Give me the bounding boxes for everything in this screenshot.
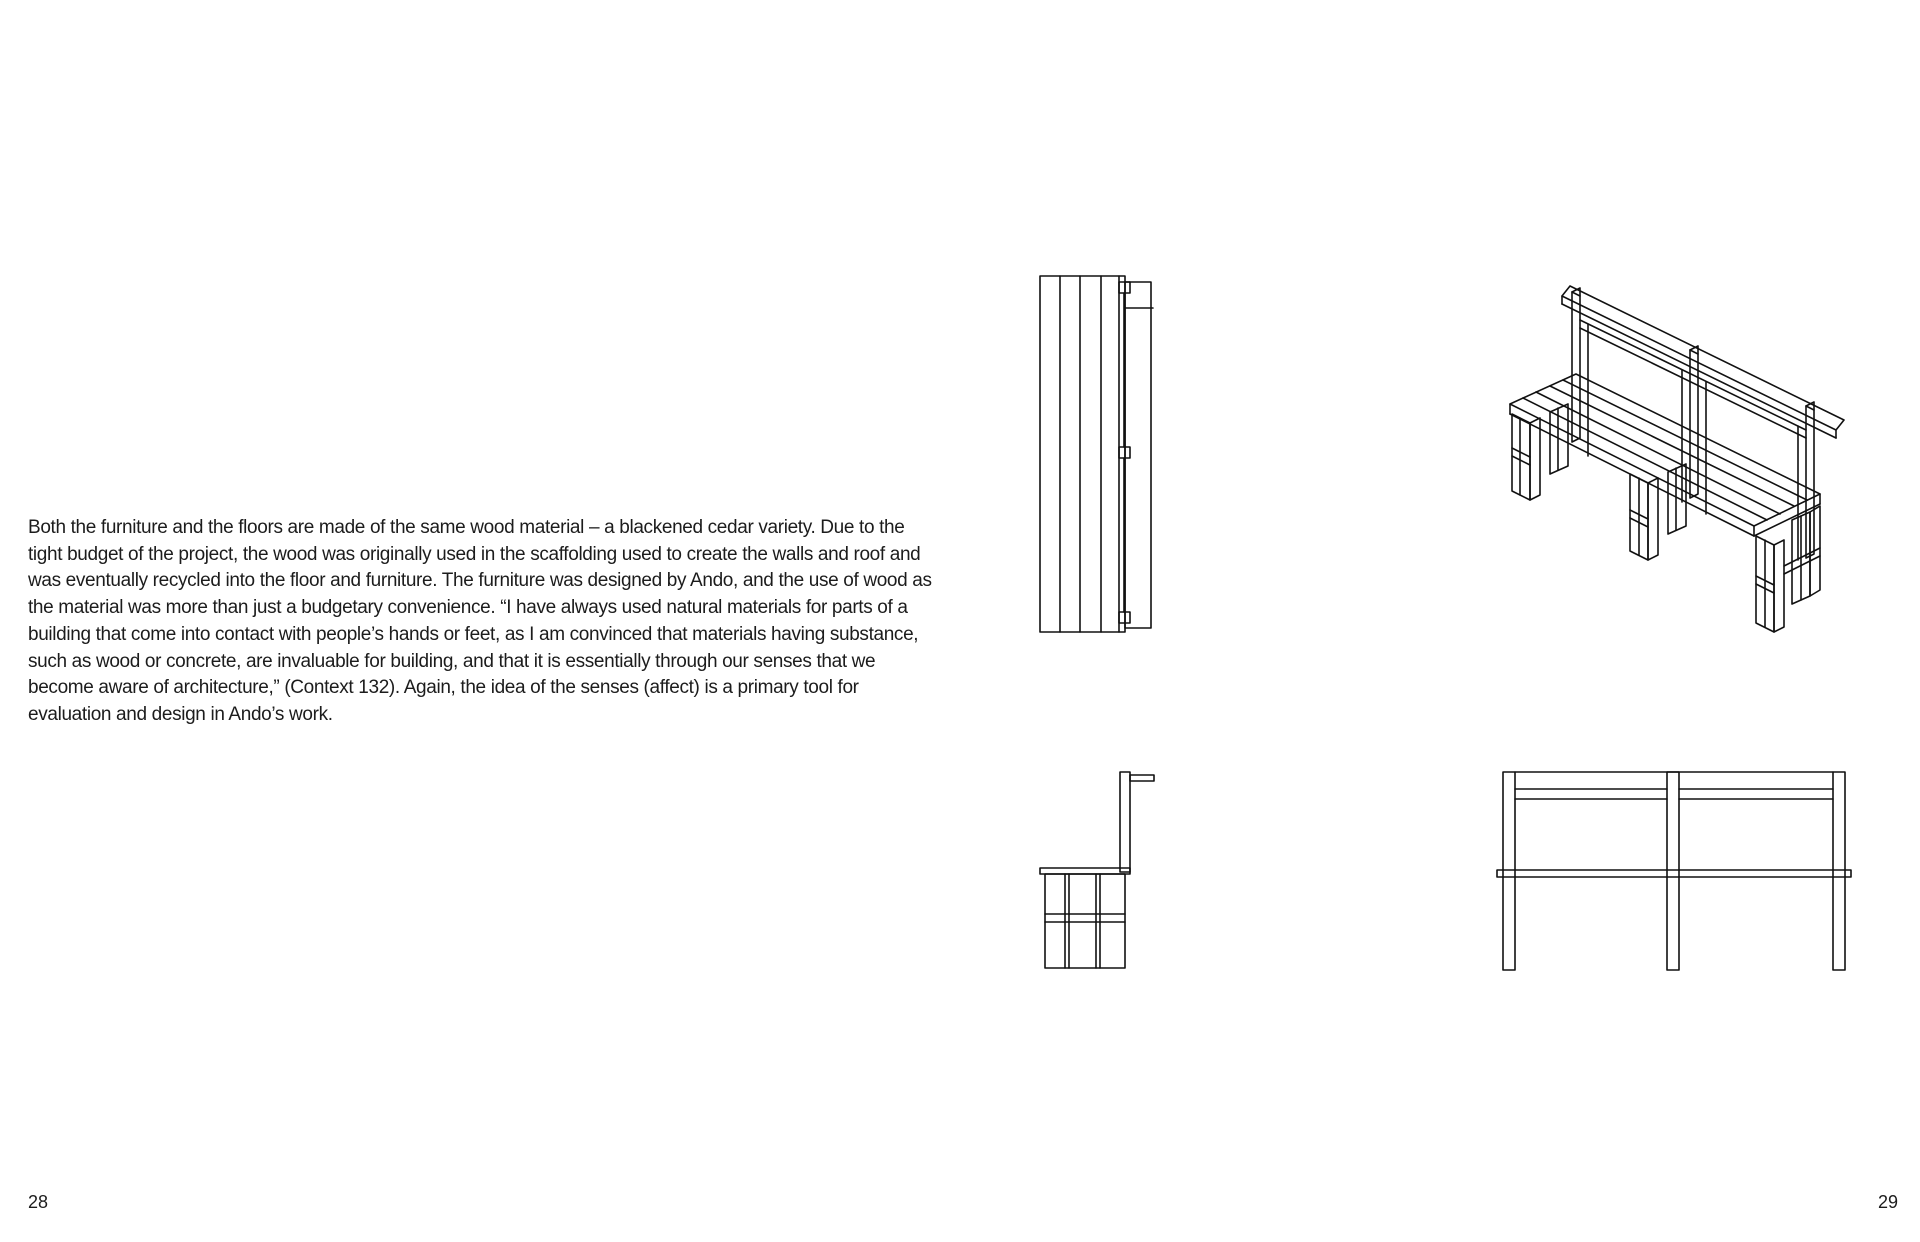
bench-side-elevation (1036, 770, 1166, 980)
page-number-left: 28 (28, 1192, 49, 1212)
page-number-right: 29 (1877, 1192, 1898, 1212)
body-paragraph: Both the furniture and the floors are made of the same wood material – a blackened cedar variety. Due to the tight budget of the project, the wood was originally used in the scaffolding used to create the walls and roof and was eventually recycled into the floor and furniture. The furniture was designed by Ando, and the use of wood as the material was more than just a budgetary convenience. “I have always used natural materials for parts of a building that come into contact with people’s hands or feet, as I am convinced that materials having substance, such as wood or concrete, are invaluable for building, and that it is essentially through our senses that we become aware of architecture,” (Context 132). Again, the idea of the senses (affect) is a primary tool for evaluation and design in Ando’s work. (28, 517, 932, 725)
bench-isometric-view (1500, 278, 1850, 638)
bench-front-elevation (1495, 767, 1860, 982)
bench-plan-view (1035, 272, 1165, 642)
